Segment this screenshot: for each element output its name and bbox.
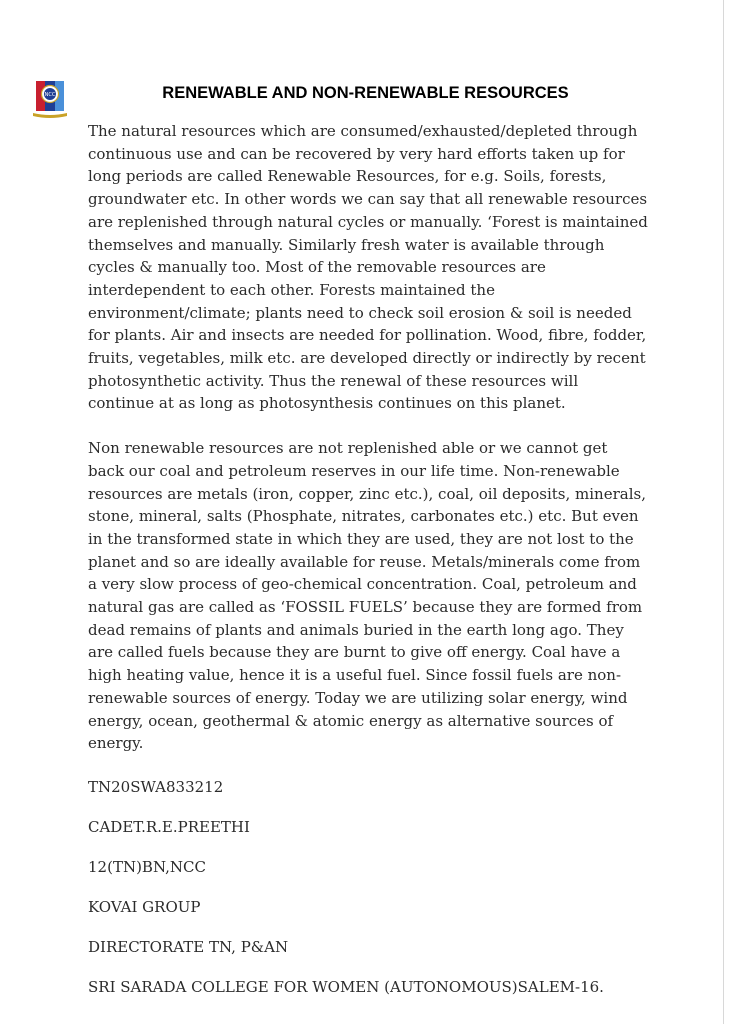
directorate: DIRECTORATE TN, P&AN <box>88 937 289 956</box>
logo-label: NCC <box>44 92 56 98</box>
paragraph-renewable: The natural resources which are consumed/exhausted/depleted through continuous use and can be recovered by very hard efforts taken up for long periods are called Renewable Resources, for e.g. Soils, forests, groundwater etc. In other words we can say that all renewable resources are replenished through natural cycles or manually. ‘Forest is maintained themselves and manually. Similarly fresh water is available through cycles & manually too. Most of the removable resources are interdependent to each other. Forests maintained the environment/climate; plants need to check soil erosion & soil is needed for plants. Air and insects are needed for pollination. Wood, fibre, fodder, fruits, vegetables, milk etc. are developed directly or indirectly by recent photosynthetic activity. Thus the renewal of these resources will continue at as long as photosynthesis continues on this planet. <box>88 122 648 413</box>
page-title: RENEWABLE AND NON-RENEWABLE RESOURCES <box>162 84 569 102</box>
college-name: SRI SARADA COLLEGE FOR WOMEN (AUTONOMOUS)SALEM-16. <box>88 977 604 996</box>
battalion: 12(TN)BN,NCC <box>88 857 206 876</box>
cadet-name: CADET.R.E.PREETHI <box>88 817 250 836</box>
document-body <box>88 120 648 999</box>
author-info-block <box>88 776 648 999</box>
paragraph-non-renewable: Non renewable resources are not replenished able or we cannot get back our coal and petroleum reserves in our life time. Non-renewable resources are metals (iron, copper, zinc etc.), coal, oil deposits, minerals, stone, mineral, salts (Phosphate, nitrates, carbonates etc.) etc. But even in the transformed state in which they are used, they are not lost to the planet and so are ideally available for reuse. Metals/minerals come from a very slow process of geo-chemical concentration. Coal, petroleum and natural gas are called as ‘FOSSIL FUELS’ because they are formed from dead remains of plants and animals buried in the earth long ago. They are called fuels because they are burnt to give off energy. Coal have a high heating value, hence it is a useful fuel. Since fossil fuels are non-renewable sources of energy. Today we are utilizing solar energy, wind energy, ocean, geothermal & atomic energy as alternative sources of energy. <box>88 439 646 753</box>
group-name: KOVAI GROUP <box>88 897 201 916</box>
cadet-number: TN20SWA833212 <box>88 777 224 796</box>
